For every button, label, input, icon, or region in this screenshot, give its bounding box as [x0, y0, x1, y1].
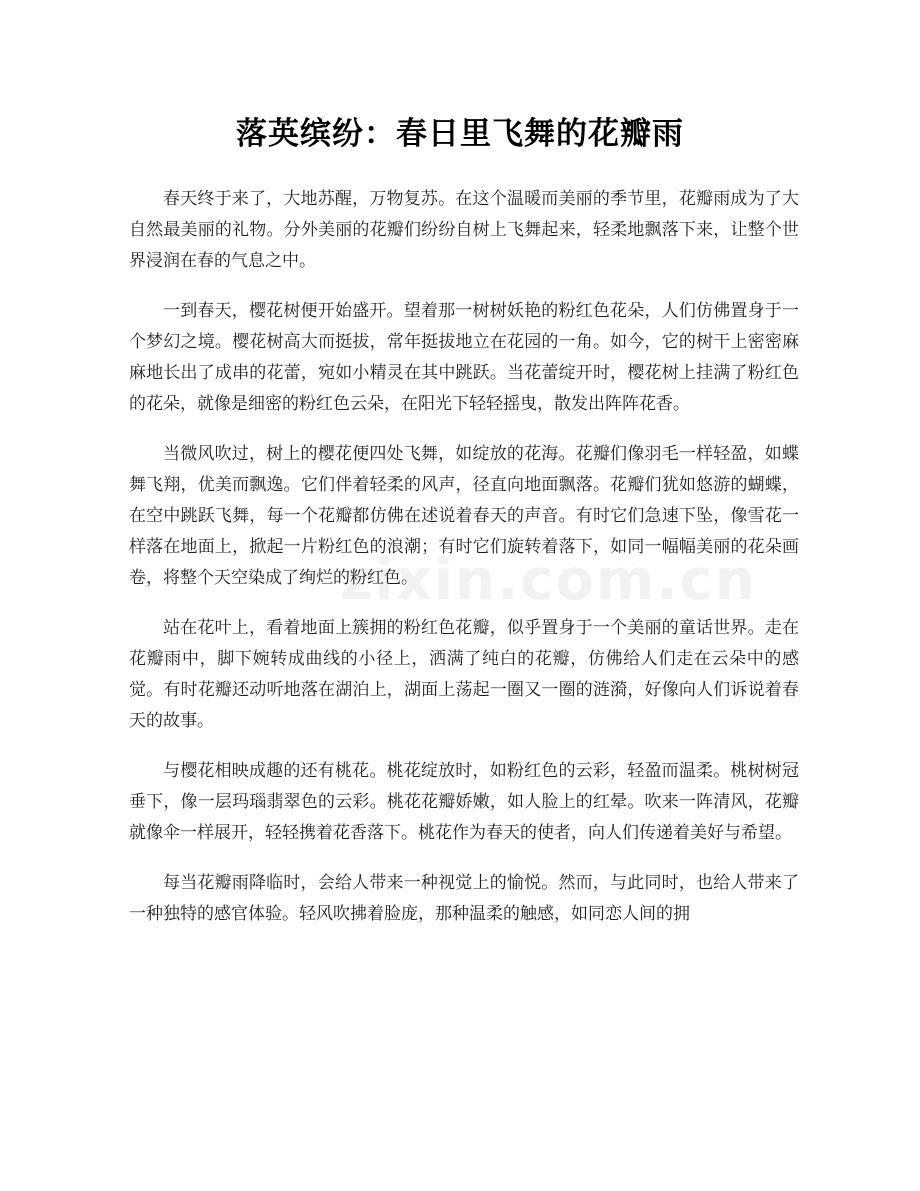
paragraph: 与樱花相映成趣的还有桃花。桃花绽放时，如粉红色的云彩，轻盈而温柔。桃树树冠垂下，像一层玛瑙翡翠色的云彩。桃花花瓣娇嫩，如人脸上的红晕。吹来一阵清风，花瓣就像伞一样展开，轻轻携着花香落下。桃花作为春天的使者，向人们传递着美好与希望。	[129, 761, 799, 843]
paragraph: 当微风吹过，树上的樱花便四处飞舞，如绽放的花海。花瓣们像羽毛一样轻盈，如蝶舞飞翔，优美而飘逸。它们伴着轻柔的风声，径直向地面飘落。花瓣们犹如悠游的蝴蝶，在空中跳跃飞舞，每一个花瓣都仿佛在述说着春天的声音。有时它们急速下坠，像雪花一样落在地面上，掀起一片粉红色的浪潮；有时它们旋转着落下，如同一幅幅美丽的花朵画卷，将整个天空染成了绚烂的粉红色。	[129, 444, 799, 588]
document-body	[129, 184, 799, 949]
paragraph: 每当花瓣雨降临时，会给人带来一种视觉上的愉悦。然而，与此同时，也给人带来了一种独特的感官体验。轻风吹拂着脸庞，那种温柔的触感，如同恋人间的拥	[129, 873, 799, 924]
paragraph: 一到春天，樱花树便开始盛开。望着那一树树妖艳的粉红色花朵，人们仿佛置身于一个梦幻之境。樱花树高大而挺拔，常年挺拔地立在花园的一角。如今，它的树干上密密麻麻地长出了成串的花蕾，宛如小精灵在其中跳跃。当花蕾绽开时，樱花树上挂满了粉红色的花朵，就像是细密的粉红色云朵，在阳光下轻轻摇曳，散发出阵阵花香。	[129, 301, 799, 414]
paragraph: 春天终于来了，大地苏醒，万物复苏。在这个温暖而美丽的季节里，花瓣雨成为了大自然最美丽的礼物。分外美丽的花瓣们纷纷自树上飞舞起来，轻柔地飘落下来，让整个世界浸润在春的气息之中。	[129, 189, 799, 271]
paragraph: 站在花叶上，看着地面上簇拥的粉红色花瓣，似乎置身于一个美丽的童话世界。走在花瓣雨中，脚下婉转成曲线的小径上，洒满了纯白的花瓣，仿佛给人们走在云朵中的感觉。有时花瓣还动听地落在湖泊上，湖面上荡起一圈又一圈的涟漪，好像向人们诉说着春天的故事。	[129, 618, 799, 731]
document-title: 落英缤纷：春日里飞舞的花瓣雨	[236, 116, 684, 152]
watermark: zixin.com.cn	[340, 548, 757, 613]
